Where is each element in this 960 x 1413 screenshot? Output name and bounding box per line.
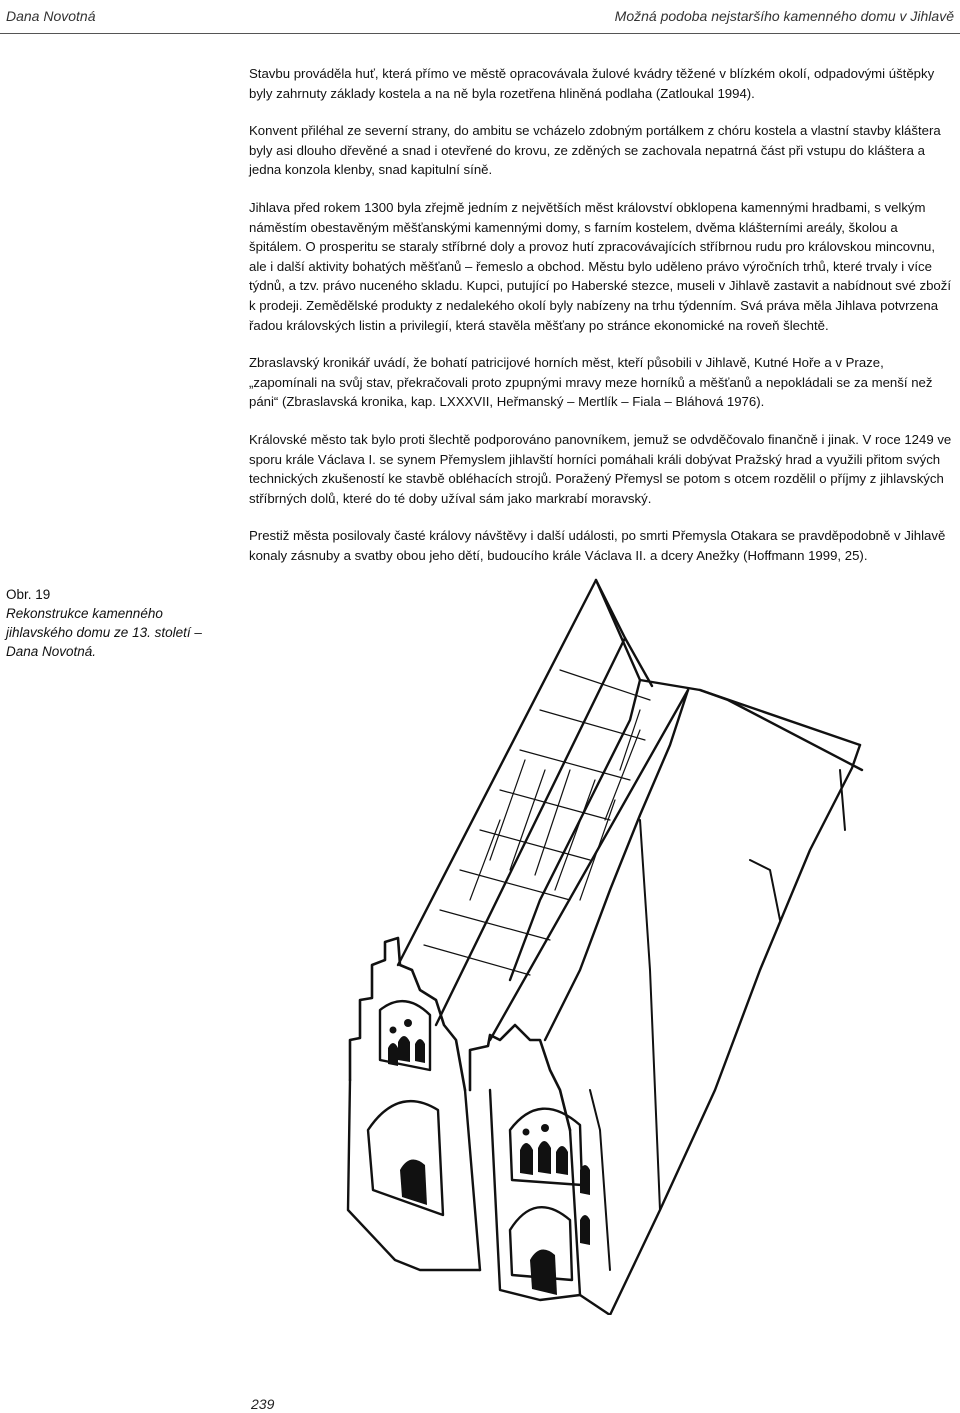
figure-caption-text: Rekonstrukce kamenného jihlavského domu ze 13. století – Dana Novotná. xyxy=(6,606,202,659)
paragraph-5: Královské město tak bylo proti šlechtě podporováno panovníkem, jemuž se odvděčovalo finančně i jinak. V roce 1249 ve sporu krále Václava I. se synem Přemyslem jihlavští horníci pomáhali králi dobývat Pražský hrad a využili přitom svých technických zkušeností ke stavbě obléhacích strojů. Poražený Přemysl se potom s otcem rozdělil o příjmy z jihlavských stříbrných dolů, které do té doby užíval sám jako markrabí moravský. xyxy=(249,431,952,506)
paragraph-4: Zbraslavský kronikář uvádí, že bohatí patricijové horních měst, kteří působili v Jihlavě, Kutné Hoře a v Praze, „zapomínali na svůj stav, překračovali proto zpupnými mravy meze horníků a měšťanů a nepokládali se za menší než páni“ (Zbraslavská kronika, kap. LXXXVII, Heřmanský – Mertlík – Fiala – Bláhová 1976). xyxy=(249,355,933,410)
paragraph-2: Konvent přiléhal ze severní strany, do ambitu se vcházelo zdobným portálkem z chóru kostela a vlastní stavby kláštera byly asi dlouho dřevěné a snad i otevřené do krovu, ze zděných se zachovala nepatrná část při vstupu do kláštera a jedna konzola klenby, snad kapitulní síně. xyxy=(249,123,941,178)
paragraph-1: Stavbu prováděla huť, která přímo ve městě opracovávala žulové kvádry těžené v blízkém okolí, odpadovými úštěpky byly zahrnuty základy kostela a na ně byla rozetřena hliněná podlaha (Zatloukal 1994). xyxy=(249,66,935,101)
roof xyxy=(398,580,862,1315)
page-number: 239 xyxy=(251,1396,275,1412)
running-head-title: Možná podoba nejstaršího kamenného domu v Jihlavě xyxy=(614,8,954,24)
house-sketch-drawing xyxy=(340,570,870,1315)
left-facade xyxy=(348,1001,480,1270)
left-windows xyxy=(388,1019,427,1205)
figure-caption xyxy=(6,585,206,661)
roof-tiles xyxy=(424,670,650,975)
body-text xyxy=(249,64,954,583)
paragraph-6: Prestiž města posilovaly časté královy návštěvy i další události, po smrti Přemysla Otakara se pravděpodobně v Jihlavě konaly zásnuby a svatby obou jeho dětí, budoucího krále Václava II. a dcery Anežky (Hoffmann 1999, 25). xyxy=(249,528,946,563)
house-reconstruction-sketch xyxy=(340,570,870,1315)
running-head-author: Dana Novotná xyxy=(6,8,96,24)
gables xyxy=(350,938,570,1130)
paragraph-3: Jihlava před rokem 1300 byla zřejmě jedním z největších měst království obklopena kamennými hradbami, s velkým náměstím obestavěným měšťanskými kamennými domy, s farním kostelem, dvěma klášterními areály, školou a špitálem. O prosperitu se staraly stříbrné doly a provoz hutí zpracovávajících stříbrnou rudu pro královskou mincovnu, ale i další aktivity bohatých měšťanů – řemeslo a obchod. Městu bylo uděleno právo výročních trhů, které trvaly i více týdnů, a tzv. právo nuceného skladu. Kupci, putující po Haberské stezce, museli v Jihlavě zastavit a nabídnout své zboží k prodeji. Zemědělské produkty z nedalekého okolí byly nabízeny na trhu týdenním. Svá práva měla Jihlava potvrzena řadou královských listin a privilegií, která stavěla měšťany po stránce ekonomické na roveň šlechtě. xyxy=(249,199,952,333)
running-head xyxy=(6,8,954,30)
figure-label: Obr. 19 xyxy=(6,587,51,602)
header-divider xyxy=(0,33,960,34)
